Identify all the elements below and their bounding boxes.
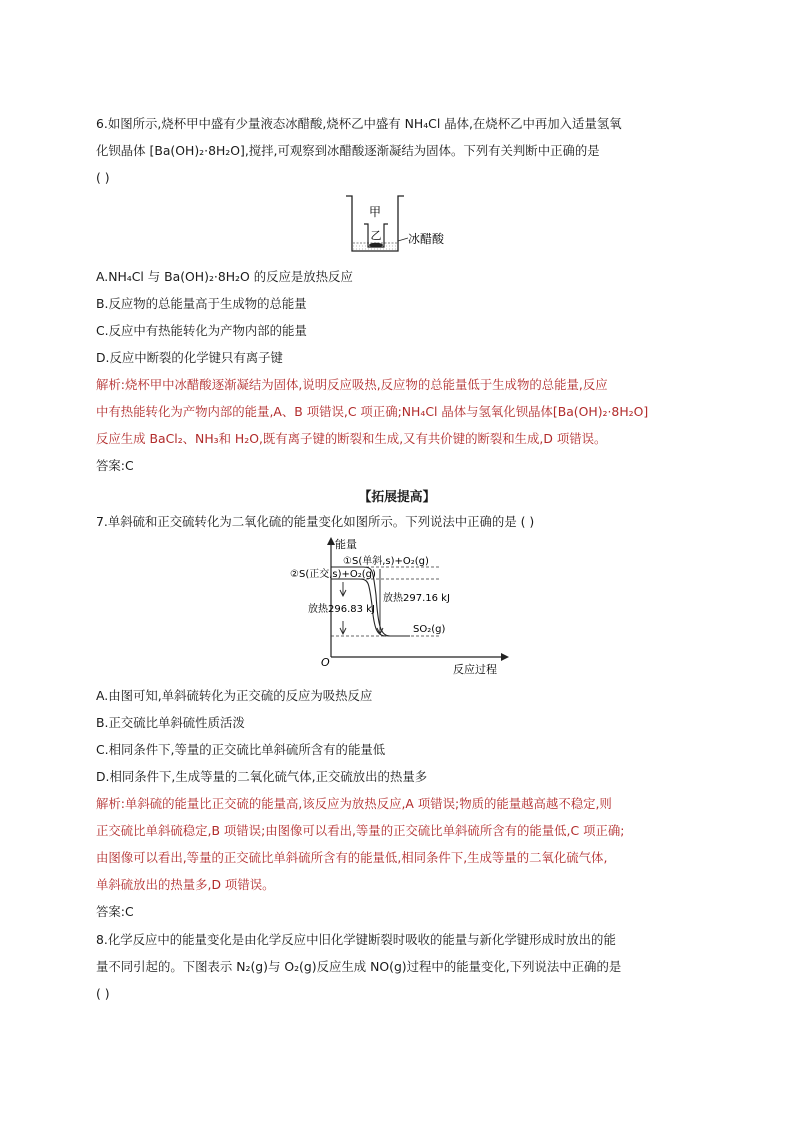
heat-296-label: 放热296.83 kJ <box>308 604 375 615</box>
q6-stem-line1: 6.如图所示,烧杯甲中盛有少量液态冰醋酸,烧杯乙中盛有 NH₄Cl 晶体,在烧杯乙中再加入适量氢氧 <box>96 116 622 131</box>
section-title: 【拓展提高】 <box>358 490 436 505</box>
q7-explanation-line4: 单斜硫放出的热量多,D 项错误。 <box>96 877 275 892</box>
q6-explanation-line3: 反应生成 BaCl₂、NH₃和 H₂O,既有离子键的断裂和生成,又有共价键的断裂和生成,D 项错误。 <box>96 431 607 446</box>
q6-stem-line2: 化钡晶体 [Ba(OH)₂·8H₂O],搅拌,可观察到冰醋酸逐渐凝结为固体。下列有关判断中正确的是 <box>96 143 600 158</box>
q6-option-a: A.NH₄Cl 与 Ba(OH)₂·8H₂O 的反应是放热反应 <box>96 269 353 284</box>
q6-option-c: C.反应中有热能转化为产物内部的能量 <box>96 323 307 338</box>
q7-explanation-line1: 解析:单斜硫的能量比正交硫的能量高,该反应为放热反应,A 项错误;物质的能量越高越不稳定,则 <box>96 796 612 811</box>
q7-stem: 7.单斜硫和正交硫转化为二氧化硫的能量变化如图所示。下列说法中正确的是 ( ) <box>96 514 535 529</box>
product-so2-label: SO₂(g) <box>413 624 446 635</box>
q6-option-b: B.反应物的总能量高于生成物的总能量 <box>96 296 307 311</box>
q6-option-d: D.反应中断裂的化学键只有离子键 <box>96 350 283 365</box>
q8-stem-line1: 8.化学反应中的能量变化是由化学反应中旧化学键断裂时吸收的能量与新化学键形成时放出的能 <box>96 932 616 947</box>
level-monoclinic-label: ①S(单斜,s)+O₂(g) <box>343 556 429 567</box>
origin-label: O <box>321 656 330 669</box>
energy-diagram <box>285 535 515 677</box>
q7-option-b: B.正交硫比单斜硫性质活泼 <box>96 715 245 730</box>
q8-stem-line2: 量不同引起的。下图表示 N₂(g)与 O₂(g)反应生成 NO(g)过程中的能量变化,下列说法中正确的是 <box>96 959 622 974</box>
beaker-label-jia: 甲 <box>368 205 382 219</box>
q7-option-d: D.相同条件下,生成等量的二氧化硫气体,正交硫放出的热量多 <box>96 769 428 784</box>
q7-option-a: A.由图可知,单斜硫转化为正交硫的反应为吸热反应 <box>96 688 373 703</box>
beaker-label-acetic-acid: 冰醋酸 <box>408 232 445 246</box>
q8-answer-blank: ( ) <box>96 986 110 1001</box>
q6-explanation-line2: 中有热能转化为产物内部的能量,A、B 项错误,C 项正确;NH₄Cl 晶体与氢氧化钡晶体[Ba(OH)₂·8H₂O] <box>96 404 649 419</box>
q7-explanation-line3: 由图像可以看出,等量的正交硫比单斜硫所含有的能量低,相同条件下,生成等量的二氧化硫气体, <box>96 850 608 865</box>
beaker-label-yi: 乙 <box>370 229 382 242</box>
level-rhombic-label: ②S(正交,s)+O₂(g) <box>290 569 376 580</box>
y-axis-label: 能量 <box>335 538 357 551</box>
beaker-figure <box>340 194 460 256</box>
heat-297-label: 放热297.16 kJ <box>383 593 450 604</box>
q6-answer-blank: ( ) <box>96 170 110 185</box>
q7-answer: 答案:C <box>96 904 134 919</box>
q6-answer: 答案:C <box>96 458 134 473</box>
q7-explanation-line2: 正交硫比单斜硫稳定,B 项错误;由图像可以看出,等量的正交硫比单斜硫所含有的能量低,C 项正确; <box>96 823 625 838</box>
q7-option-c: C.相同条件下,等量的正交硫比单斜硫所含有的能量低 <box>96 742 386 757</box>
x-axis-label: 反应过程 <box>453 663 497 676</box>
q6-explanation-line1: 解析:烧杯甲中冰醋酸逐渐凝结为固体,说明反应吸热,反应物的总能量低于生成物的总能量,反应 <box>96 377 608 392</box>
